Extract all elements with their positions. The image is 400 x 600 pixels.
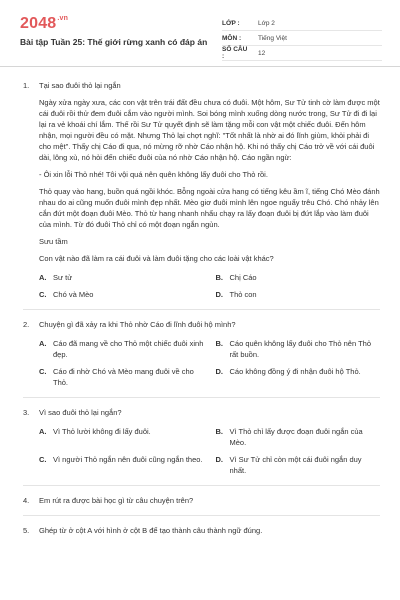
passage-paragraph: Thỏ quay vào hang, buồn quá ngồi khóc. Bỗng ngoài cửa hang có tiếng kêu ầm ĩ, tiếng Chó Mèo đánh nhau do ai cũng muốn đuôi mình đẹp nhất. Mèo giơ đuôi mình lên ngoe nguẩy trêu Chó. Chó nhảy lên cắn đứt một đoạn đuôi Mèo. Thỏ từ hang nhanh nhẩu chạy ra lấy đoạn đuôi bị đứt lắp vào làm đuôi của mình. Từ đó đuôi Thỏ chỉ có một đoạn ngắn ngủn. [39, 187, 380, 229]
option-c[interactable] [39, 289, 204, 300]
question-text: Ghép từ ở cột A với hình ở cột B để tạo thành câu thành ngữ đúng. [39, 526, 263, 535]
meta-row-class [222, 16, 382, 31]
question-prompt: Con vật nào đã làm ra cái đuôi và làm đuôi tặng cho các loài vật khác? [39, 254, 274, 263]
meta-table [222, 16, 382, 61]
passage-paragraph: - Ôi xin lỗi Thỏ nhé! Tôi vội quá nên quên không lấy đuôi cho Thỏ rồi. [39, 170, 268, 179]
option-text: Cáo đi nhờ Chó và Mèo mang đuôi về cho Thỏ. [53, 367, 194, 387]
option-text: Cáo đã mang về cho Thỏ một chiếc đuôi xinh đẹp. [53, 339, 204, 359]
header-divider [0, 66, 400, 67]
option-letter: C. [39, 290, 47, 299]
question-divider [23, 309, 380, 310]
option-letter: C. [39, 367, 47, 376]
option-b[interactable] [216, 338, 381, 360]
logo-main: 2048 [20, 15, 57, 32]
option-c[interactable] [39, 454, 204, 476]
option-letter: C. [39, 455, 47, 464]
option-text: Cáo không đồng ý đi nhận đuôi hộ Thỏ. [229, 367, 361, 376]
options-grid [39, 426, 380, 476]
option-text: Vì Sư Tử chỉ còn một cái đuôi ngắn duy nhất. [229, 455, 362, 475]
question-text: Vì sao đuôi thỏ lại ngắn? [39, 408, 122, 417]
meta-row-count [222, 46, 382, 61]
option-letter: A. [39, 339, 47, 348]
question-divider [23, 397, 380, 398]
question-divider [23, 485, 380, 486]
option-letter: B. [215, 273, 223, 282]
question-heading [23, 495, 380, 506]
option-letter: D. [215, 455, 223, 464]
question-heading [23, 319, 380, 330]
passage-source: Sưu tầm [39, 237, 68, 246]
option-b[interactable] [216, 272, 381, 283]
option-letter: B. [215, 427, 223, 436]
meta-value: Tiếng Việt [258, 34, 287, 42]
options-grid [39, 272, 380, 300]
page-title: Bài tập Tuần 25: Thế giới rừng xanh có đáp án [20, 37, 208, 47]
option-a[interactable] [39, 426, 204, 448]
option-letter: A. [39, 427, 47, 436]
option-d[interactable] [216, 454, 381, 476]
question-number: 5. [23, 526, 30, 535]
question-divider [23, 515, 380, 516]
question-number: 2. [23, 320, 30, 329]
question-4 [23, 495, 380, 506]
option-letter: B. [215, 339, 223, 348]
option-text: Vì Thỏ chỉ lấy được đoạn đuôi ngắn của Mèo. [229, 427, 363, 447]
question-list [23, 80, 380, 536]
meta-key: MÔN : [222, 34, 242, 42]
meta-value: 12 [258, 49, 266, 57]
option-text: Thỏ con [229, 290, 257, 299]
question-number: 4. [23, 496, 30, 505]
question-1 [23, 80, 380, 300]
option-text: Vì người Thỏ ngắn nên đuôi cũng ngắn theo. [53, 455, 203, 464]
question-2 [23, 319, 380, 388]
option-d[interactable] [216, 366, 381, 388]
options-grid [39, 338, 380, 388]
option-a[interactable] [39, 338, 204, 360]
meta-key: LỚP : [222, 19, 240, 27]
question-text: Tại sao đuôi thỏ lại ngắn [39, 81, 121, 90]
option-letter: D. [215, 290, 223, 299]
option-text: Cáo quên không lấy đuôi cho Thỏ nên Thỏ rất buồn. [229, 339, 371, 359]
option-letter: A. [39, 273, 47, 282]
option-a[interactable] [39, 272, 204, 283]
site-logo[interactable] [20, 15, 68, 33]
question-number: 3. [23, 408, 30, 417]
option-letter: D. [215, 367, 223, 376]
question-text: Em rút ra được bài học gì từ câu chuyện trên? [39, 496, 194, 505]
question-heading [23, 525, 380, 536]
question-text: Chuyện gì đã xảy ra khi Thỏ nhờ Cáo đi lĩnh đuôi hộ mình? [39, 320, 236, 329]
meta-key: SỐ CÂU : [222, 46, 248, 60]
question-5 [23, 525, 380, 536]
question-number: 1. [23, 81, 30, 90]
option-text: Sư tử [53, 273, 73, 282]
header [0, 0, 400, 64]
option-d[interactable] [216, 289, 381, 300]
logo-tld: .vn [57, 15, 69, 22]
passage-paragraph: Ngày xửa ngày xưa, các con vật trên trái đất đều chưa có đuôi. Một hôm, Sư Tử tinh cờ làm được một cái đuôi rồi thử đem đuôi cắm vào người mình. Soi bóng mình xuống dòng nước trong, Sư Tử đi đi lại lại ra vẻ khoái chí lắm. Thế rồi Sư Tử quyết định sẽ làm tặng mỗi con vật một chiếc đuôi. Đến hôm nhận, mọi người đều có mặt. Nhưng Thỏ lại chợt nghĩ: "Tốt nhất là nhờ ai đó lĩnh giùm, khỏi phải đi cho mệt". Thấy chị Cáo đi qua, nó mừng rỡ nhờ Cáo nhận hộ. Khi nó thấy chị Cáo trở về với cái đuôi dài, lông xù, nó hỏi đến chiếc đuôi của nó nhờ Cáo nhận hộ. Cáo ngần ngừ: [39, 98, 380, 162]
option-text: Vì Thỏ lười không đi lấy đuôi. [53, 427, 151, 436]
meta-value: Lớp 2 [258, 19, 275, 27]
question-heading [23, 407, 380, 418]
option-c[interactable] [39, 366, 204, 388]
meta-row-subject [222, 31, 382, 46]
question-heading [23, 80, 380, 91]
option-text: Chó và Mèo [53, 290, 94, 299]
option-text: Chị Cáo [229, 273, 257, 282]
option-b[interactable] [216, 426, 381, 448]
question-3 [23, 407, 380, 476]
